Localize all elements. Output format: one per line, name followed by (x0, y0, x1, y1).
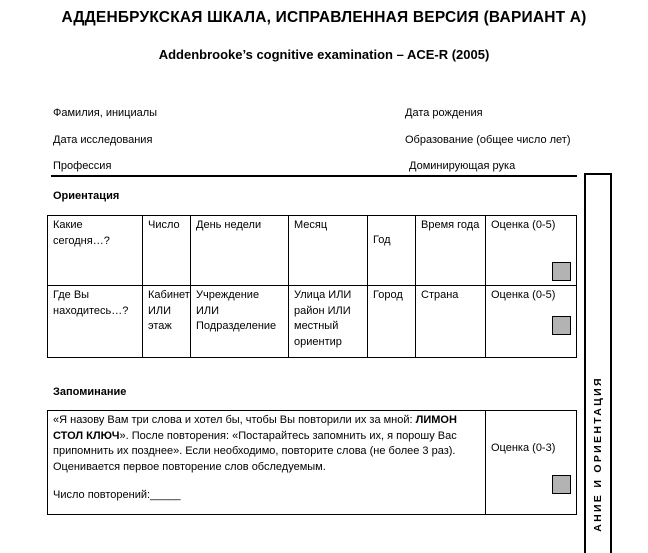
memory-repeats-field[interactable]: Число повторений:_____ (53, 489, 181, 501)
orientation-row-place (48, 286, 577, 358)
orientation-time-score-box[interactable] (552, 262, 571, 281)
memory-table (47, 410, 577, 515)
memory-instruction-start: «Я назову Вам три слова и хотел бы, чтобы Вы повторили их за мной: (53, 414, 416, 426)
memory-words: ЛИМОН СТОЛ КЛЮЧ (53, 414, 457, 442)
birth-date-field-label: Дата рождения (405, 107, 483, 119)
memory-instruction-end: ». После повторения: «Постарайтесь запомнить их, я порошу Вас припомнить их позднее». Если необходимо, повторите слова (не более 3 раз). Оценивается первое повторение слов обследуемым. (53, 429, 457, 473)
orientation-season-cell[interactable]: Время года (416, 216, 486, 286)
orientation-row-time (48, 216, 577, 286)
orientation-place-score-box[interactable] (552, 316, 571, 335)
name-field-label: Фамилия, инициалы (53, 107, 158, 119)
orientation-table (47, 215, 577, 358)
side-section-label: АНИЕ И ОРИЕНТАЦИЯ (592, 375, 604, 532)
form-subtitle: Addenbrooke’s cognitive examination – ACE-R (2005) (158, 47, 490, 62)
orientation-time-score-cell (486, 216, 577, 286)
orientation-heading: Ориентация (53, 190, 120, 202)
profession-field-label: Профессия (53, 160, 112, 172)
form-title: АДДЕНБРУКСКАЯ ШКАЛА, ИСПРАВЛЕННАЯ ВЕРСИЯ (ВАРИАНТ А) (61, 9, 587, 26)
orientation-year-cell[interactable]: Год (368, 216, 416, 286)
exam-date-field-label: Дата исследования (53, 134, 153, 146)
orientation-place-score-label: Оценка (0-5) (491, 289, 556, 301)
header-divider (51, 175, 577, 177)
orientation-weekday-cell[interactable]: День недели (191, 216, 289, 286)
orientation-country-cell[interactable]: Страна (416, 286, 486, 358)
memory-score-cell (486, 411, 577, 515)
dominant-hand-field-label: Доминирующая рука (409, 160, 516, 172)
orientation-street-cell[interactable]: Улица ИЛИ район ИЛИ местный ориентир (289, 286, 368, 358)
memory-heading: Запоминание (53, 386, 127, 398)
education-field-label: Образование (общее число лет) (405, 134, 571, 146)
orientation-time-question: Какие сегодня…? (48, 216, 143, 286)
orientation-city-cell[interactable]: Город (368, 286, 416, 358)
orientation-time-score-label: Оценка (0-5) (491, 219, 556, 231)
memory-score-label: Оценка (0-3) (491, 442, 556, 454)
memory-instruction-cell (48, 411, 486, 515)
memory-score-box[interactable] (552, 475, 571, 494)
orientation-institution-cell[interactable]: Учреждение ИЛИ Подразделение (191, 286, 289, 358)
orientation-office-cell[interactable]: Кабинет ИЛИ этаж (143, 286, 191, 358)
orientation-place-question: Где Вы находитесь…? (48, 286, 143, 358)
orientation-date-cell[interactable]: Число (143, 216, 191, 286)
orientation-place-score-cell (486, 286, 577, 358)
orientation-month-cell[interactable]: Месяц (289, 216, 368, 286)
memory-row (48, 411, 577, 515)
